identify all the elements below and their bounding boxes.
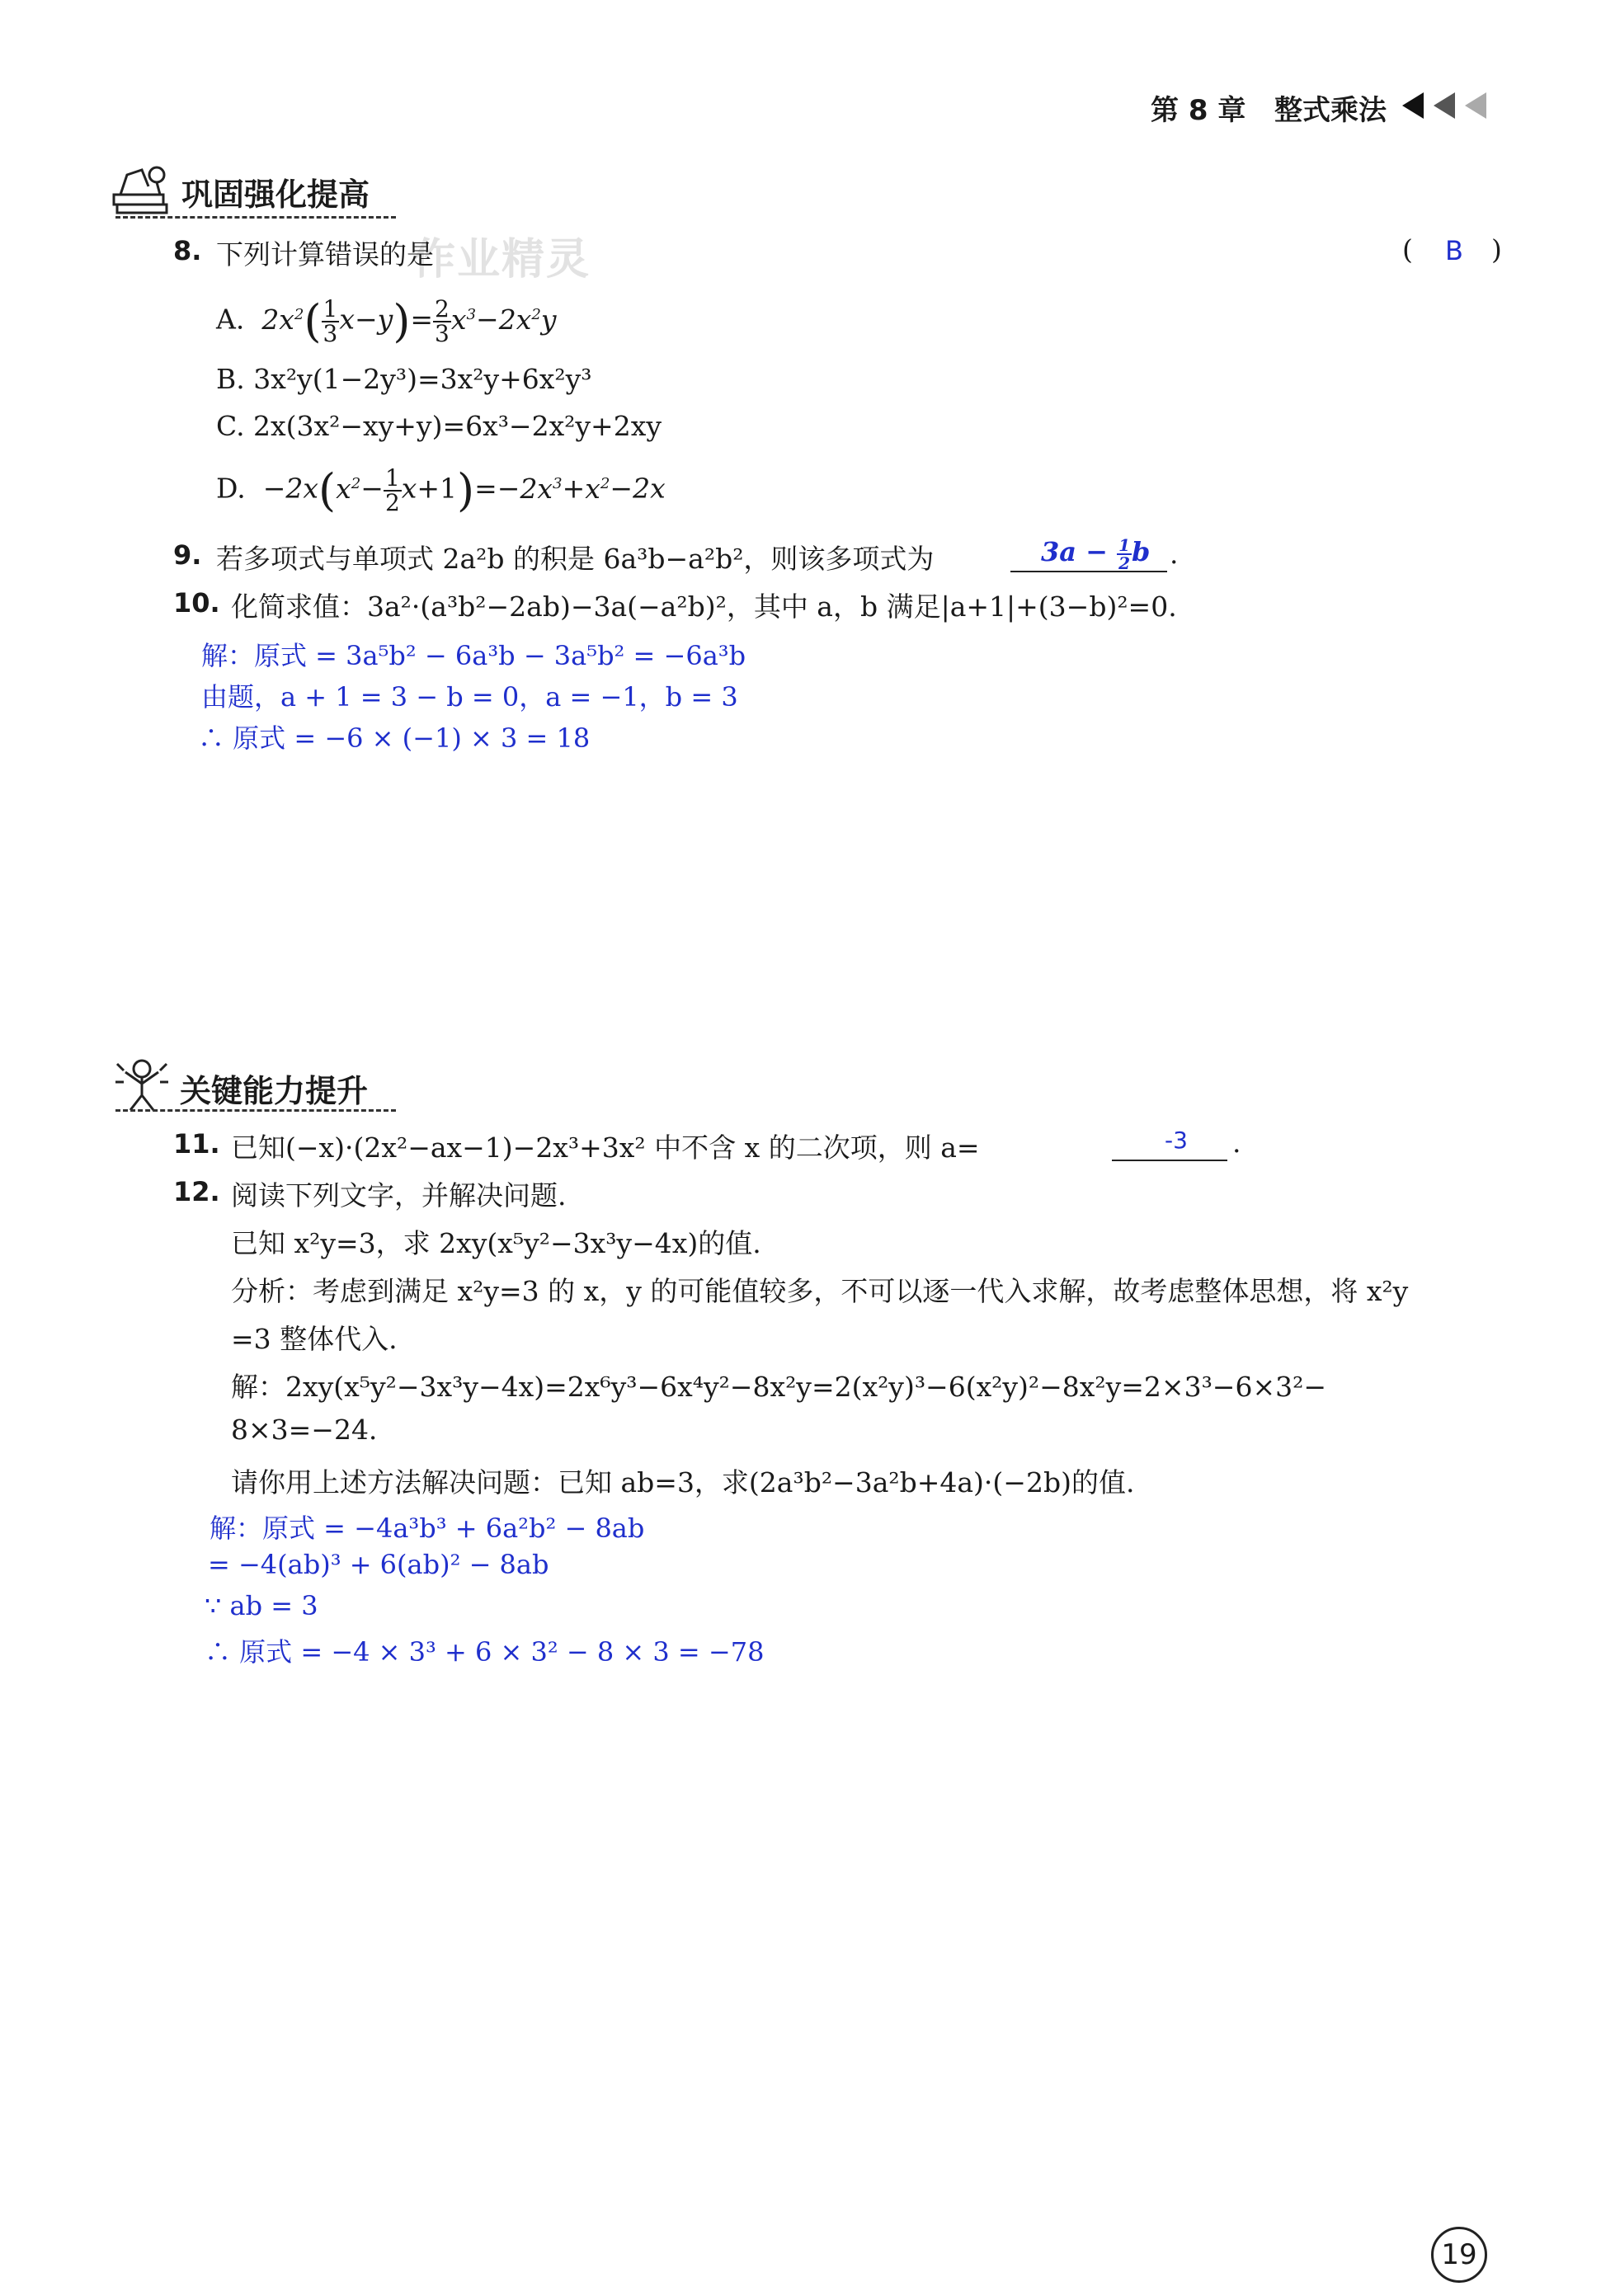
answer-blank [1010, 571, 1167, 572]
question-text: 若多项式与单项式 2a²b 的积是 6a³b−a²b²，则该多项式为 [216, 543, 935, 575]
arrow-left-icon [1434, 92, 1455, 119]
books-icon [109, 158, 178, 218]
answer-paren-close: ) [1491, 233, 1502, 266]
question-line: 分析：考虑到满足 x²y=3 的 x，y 的可能值较多，不可以逐一代入求解，故考虑整体思想，将 x²y [231, 1275, 1409, 1307]
solution-line: ∵ ab = 3 [205, 1590, 318, 1621]
answer-choice: B [1445, 235, 1463, 266]
question-intro: 阅读下列文字，并解决问题. [231, 1179, 567, 1212]
arrow-left-icon [1465, 92, 1486, 119]
answer-paren-open: ( [1402, 233, 1413, 266]
solution-line: 解：原式 = −4a³b³ + 6a²b² − 8ab [210, 1513, 645, 1544]
section-title: 巩固强化提高 [181, 176, 370, 213]
question-number: 11. [173, 1128, 220, 1160]
option-b: B. 3x²y(1−2y³)=3x²y+6x²y³ [216, 363, 592, 395]
option-d: D. $-2x(x^2-$ $\frac{1}{2}$ $x+1)=-2x^3+x^2-2x$ [216, 463, 666, 516]
question-end: . [1170, 538, 1179, 570]
question-end: . [1232, 1127, 1241, 1159]
answer-part-a: 3a − [1041, 536, 1108, 567]
question-line: 请你用上述方法解决问题：已知 ab=3，求(2a³b²−3a²b+4a)·(−2b)的值. [231, 1466, 1135, 1499]
watermark: 作业精灵 [412, 235, 591, 285]
question-line: 8×3=−24. [231, 1414, 378, 1446]
answer-frac-num: 1 [1118, 534, 1131, 555]
solution-line: 解：原式 = 3a⁵b² − 6a³b − 3a⁵b² = −6a³b [201, 640, 746, 671]
section-divider [115, 1109, 396, 1112]
question-number: 10. [173, 587, 220, 619]
answer-blank [1112, 1160, 1227, 1161]
question-stem: 下列计算错误的是 [216, 238, 434, 271]
option-a-label: A. [216, 303, 245, 336]
arrow-left-icon [1402, 92, 1424, 119]
answer-text [1041, 536, 1150, 572]
figure-icon [109, 1054, 175, 1113]
answer-text: -3 [1165, 1127, 1188, 1154]
section-divider [115, 216, 396, 219]
question-number: 9. [173, 539, 202, 571]
solution-line: ∴ 原式 = −6 × (−1) × 3 = 18 [198, 722, 591, 754]
option-c: C. 2x(3x²−xy+y)=6x³−2x²y+2xy [216, 410, 662, 442]
question-line: 已知 x²y=3，求 2xy(x⁵y²−3x³y−4x)的值. [231, 1227, 761, 1259]
answer-part-b: b [1132, 536, 1151, 567]
section-title: 关键能力提升 [180, 1073, 369, 1109]
solution-line: ∴ 原式 = −4 × 3³ + 6 × 3² − 8 × 3 = −78 [205, 1636, 765, 1668]
chapter-label: 第 8 章 [1151, 94, 1246, 127]
question-line: 解：2xy(x⁵y²−3x³y−4x)=2x⁶y³−6x⁴y²−8x²y=2(x²y)³−6(x²y)²−8x²y=2×3³−6×3²− [231, 1371, 1326, 1403]
option-d-label: D. [216, 472, 246, 505]
solution-line: = −4(ab)³ + 6(ab)² − 8ab [208, 1549, 549, 1580]
chapter-title: 整式乘法 [1274, 94, 1387, 127]
question-text: 化简求值：3a²·(a³b²−2ab)−3a(−a²b)²，其中 a，b 满足|a+1|+(3−b)²=0. [231, 590, 1177, 623]
page-number: 19 [1431, 2227, 1487, 2283]
question-number: 8. [173, 235, 202, 266]
answer-frac-den: 2 [1118, 553, 1131, 573]
option-a: A. $2x^2$( $\frac{1}{3}$ x−y)= $\frac{2}{3}$ $x^3-2x^2y$ [216, 294, 557, 347]
solution-line: 由题，a + 1 = 3 − b = 0，a = −1，b = 3 [201, 681, 738, 713]
question-text: 已知(−x)·(2x²−ax−1)−2x³+3x² 中不含 x 的二次项，则 a= [231, 1132, 980, 1164]
question-line: =3 整体代入. [231, 1323, 398, 1355]
question-number: 12. [173, 1176, 220, 1207]
